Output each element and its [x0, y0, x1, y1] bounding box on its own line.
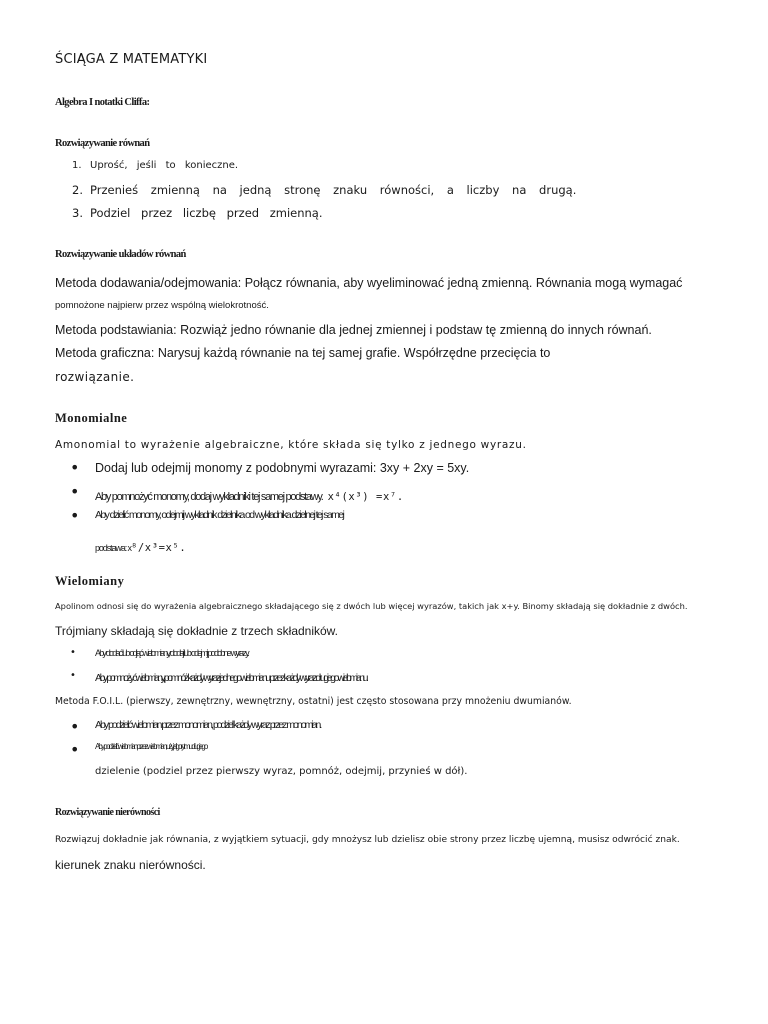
paragraph: Apolinom odnosi się do wyrażenia algebraicznego składającego się z dwóch lub więcej wyrazów, takich jak x+y. Binomy składają się dokładnie z dwóch. — [55, 601, 688, 611]
bullet-continuation — [95, 536, 186, 555]
step-text: Uprość, jeśli to konieczne. — [90, 160, 239, 171]
step-text: Przenieś zmienną na jedną stronę znaku równości, a liczby na drugą. — [90, 183, 577, 197]
section-heading-monomials: Monomialne — [55, 411, 128, 425]
bullet-dot: • — [70, 717, 80, 736]
paragraph: pomnożone najpierw przez wspólną wielokrotność. — [55, 300, 269, 311]
bullet-text-part: podstawa: x — [95, 543, 131, 553]
paragraph: rozwiązanie. — [55, 370, 135, 384]
section-heading-systems: Rozwiązywanie układów równań — [55, 249, 186, 260]
bullet-dot: • — [70, 506, 80, 525]
step-item — [72, 206, 323, 220]
bullet-text: Dodaj lub odejmij monomy z podobnymi wyrazami: 3xy + 2xy = 5xy. — [95, 461, 470, 475]
bullet-text: Aby pomnożyć wielomiany, pomnóż każdy wyraz jednego wielomianu przez każdy wyraz drugiego wielomianu. — [95, 672, 367, 684]
formula: ⁸/x³=x⁵. — [130, 542, 187, 554]
bullet-dot: • — [70, 740, 80, 759]
step-item — [72, 183, 576, 197]
step-number: 2. — [72, 183, 83, 197]
bullet-dot: • — [70, 647, 76, 658]
bullet-dot: • — [70, 458, 80, 477]
bullet-dot: • — [70, 482, 80, 501]
step-text: Podziel przez liczbę przed zmienną. — [90, 206, 323, 220]
paragraph: Metoda dodawania/odejmowania: Połącz równania, aby wyeliminować jedną zmienną. Równania mogą wymagać — [55, 276, 683, 290]
bullet-continuation: dzielenie (podziel przez pierwszy wyraz, pomnóż, odejmij, przynieś w dół). — [95, 766, 468, 777]
paragraph: Amonomial to wyrażenie algebraiczne, które składa się tylko z jednego wyrazu. — [55, 439, 527, 451]
paragraph: Rozwiązuj dokładnie jak równania, z wyjątkiem sytuacji, gdy mnożysz lub dzielisz obie strony przez liczbę ujemną, musisz odwrócić znak. — [55, 835, 680, 845]
bullet-dot: • — [70, 670, 76, 681]
paragraph: kierunek znaku nierówności. — [55, 858, 206, 872]
section-heading-inequalities: Rozwiązywanie nierówności — [55, 807, 160, 818]
bullet-text: Aby podzielić wielomian przez monomian, podziel każdy wyraz przez monomian. — [95, 719, 321, 731]
step-item — [72, 160, 238, 171]
subtitle: Algebra I notatki Cliffa: — [55, 97, 150, 108]
paragraph: Trójmiany składają się dokładnie z trzech składników. — [55, 624, 339, 638]
page-title: ŚCIĄGA Z MATEMATYKI — [55, 52, 208, 67]
bullet-text — [95, 485, 404, 504]
step-number: 1. — [72, 160, 82, 171]
bullet-text: Aby dzielić monomy, odejmij wykładnik dzielnika od wykładnika dzielnej tej samej — [95, 509, 344, 521]
bullet-text: Aby dodać lub odjąć wielomiany, dodaj lub odejmij podobne wyrazy. — [95, 648, 248, 658]
section-heading-equations: Rozwiązywanie równań — [55, 138, 150, 149]
formula: x⁴(x³) =x⁷. — [327, 491, 404, 503]
section-heading-polynomials: Wielomiany — [55, 574, 125, 588]
step-number: 3. — [72, 206, 83, 220]
paragraph: Metoda graficzna: Narysuj każdą równanie na tej samej grafie. Współrzędne przecięcia to — [55, 346, 551, 360]
paragraph: Metoda F.O.I.L. (pierwszy, zewnętrzny, wewnętrzny, ostatni) jest często stosowana przy mnożeniu dwumianów. — [55, 696, 572, 707]
bullet-text-part: Aby pomnożyć monomy, dodaj wykładniki tej samej podstawy. — [95, 491, 323, 503]
paragraph: Metoda podstawiania: Rozwiąż jedno równanie dla jednej zmiennej i podstaw tę zmienną do innych równań. — [55, 323, 652, 337]
bullet-text: Aby podzielić wielomian przez wielomian, użyj algorytmu długiego — [95, 742, 207, 751]
